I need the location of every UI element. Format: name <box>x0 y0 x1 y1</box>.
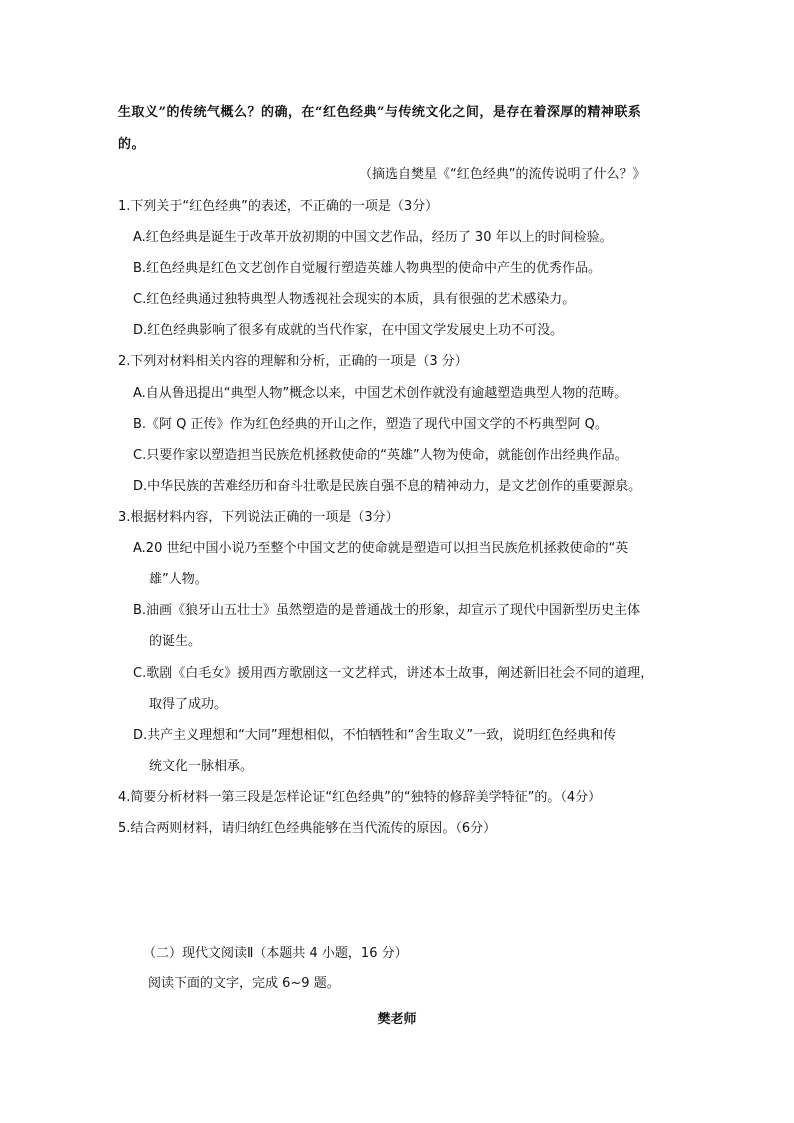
question-5-stem: 5.结合两则材料，请归纳红色经典能够在当代流传的原因。（6分） <box>118 821 497 836</box>
question-2-option-b: B.《阿 Q 正传》作为红色经典的开山之作，塑造了现代中国文学的不朽典型阿 Q。 <box>133 417 608 432</box>
section-2-heading: （二）现代文阅读Ⅱ（本题共 4 小题，16 分） <box>143 946 408 961</box>
passage-end-line-2: 的。 <box>118 137 146 152</box>
question-1-option-b: B.红色经典是红色文艺创作自觉履行塑造英雄人物典型的使命中产生的优秀作品。 <box>133 261 602 276</box>
story-title: 樊老师 <box>377 1012 417 1027</box>
question-2-stem: 2.下列对材料相关内容的理解和分析，正确的一项是（3 分） <box>118 354 468 369</box>
question-2-option-d: D.中华民族的苦难经历和奋斗壮歌是民族自强不息的精神动力，是文艺创作的重要源泉。 <box>133 479 642 494</box>
question-3-option-c-cont: 取得了成功。 <box>149 697 228 712</box>
question-2-option-c: C.只要作家以塑造担当民族危机拯救使命的“英雄”人物为使命，就能创作出经典作品。 <box>133 448 628 463</box>
question-3-option-c: C.歌剧《白毛女》援用西方歌剧这一文艺样式，讲述本土故事，阐述新旧社会不同的道理， <box>133 666 654 681</box>
question-3-option-a-cont: 雄”人物。 <box>149 572 208 587</box>
section-2-instruction: 阅读下面的文字，完成 6~9 题。 <box>148 976 340 991</box>
question-3-stem: 3.根据材料内容，下列说法正确的一项是（3分） <box>118 510 399 525</box>
passage-source: （摘选自樊星《“红色经典”的流传说明了什么？》 <box>359 167 646 182</box>
question-1-option-c: C.红色经典通过独特典型人物透视社会现实的本质，具有很强的艺术感染力。 <box>133 292 576 307</box>
question-1-option-a: A.红色经典是诞生于改革开放初期的中国文艺作品，经历了 30 年以上的时间检验。 <box>133 230 613 245</box>
question-1-option-d: D.红色经典影响了很多有成就的当代作家，在中国文学发展史上功不可没。 <box>133 323 564 338</box>
question-3-option-d: D.共产主义理想和“大同”理想相似，不怕牺牲和“舍生取义”一致，说明红色经典和传 <box>133 728 617 743</box>
question-4-stem: 4.简要分析材料一第三段是怎样论证“红色经典”的“独特的修辞美学特征”的。（4分） <box>118 790 602 805</box>
passage-end-line-1: 生取义”的传统气概么？的确，在“红色经典”与传统文化之间，是存在着深厚的精神联系 <box>118 105 642 120</box>
question-3-option-b: B.油画《狼牙山五壮士》虽然塑造的是普通战士的形象，却宣示了现代中国新型历史主体 <box>133 603 641 618</box>
question-3-option-a: A.20 世纪中国小说乃至整个中国文艺的使命就是塑造可以担当民族危机拯救使命的“英 <box>133 541 629 556</box>
question-3-option-b-cont: 的诞生。 <box>149 634 202 649</box>
question-3-option-d-cont: 统文化一脉相承。 <box>149 759 254 774</box>
question-1-stem: 1.下列关于“红色经典”的表述，不正确的一项是（3分） <box>118 199 439 214</box>
question-2-option-a: A.自从鲁迅提出“典型人物”概念以来，中国艺术创作就没有逾越塑造典型人物的范畴。 <box>133 386 628 401</box>
